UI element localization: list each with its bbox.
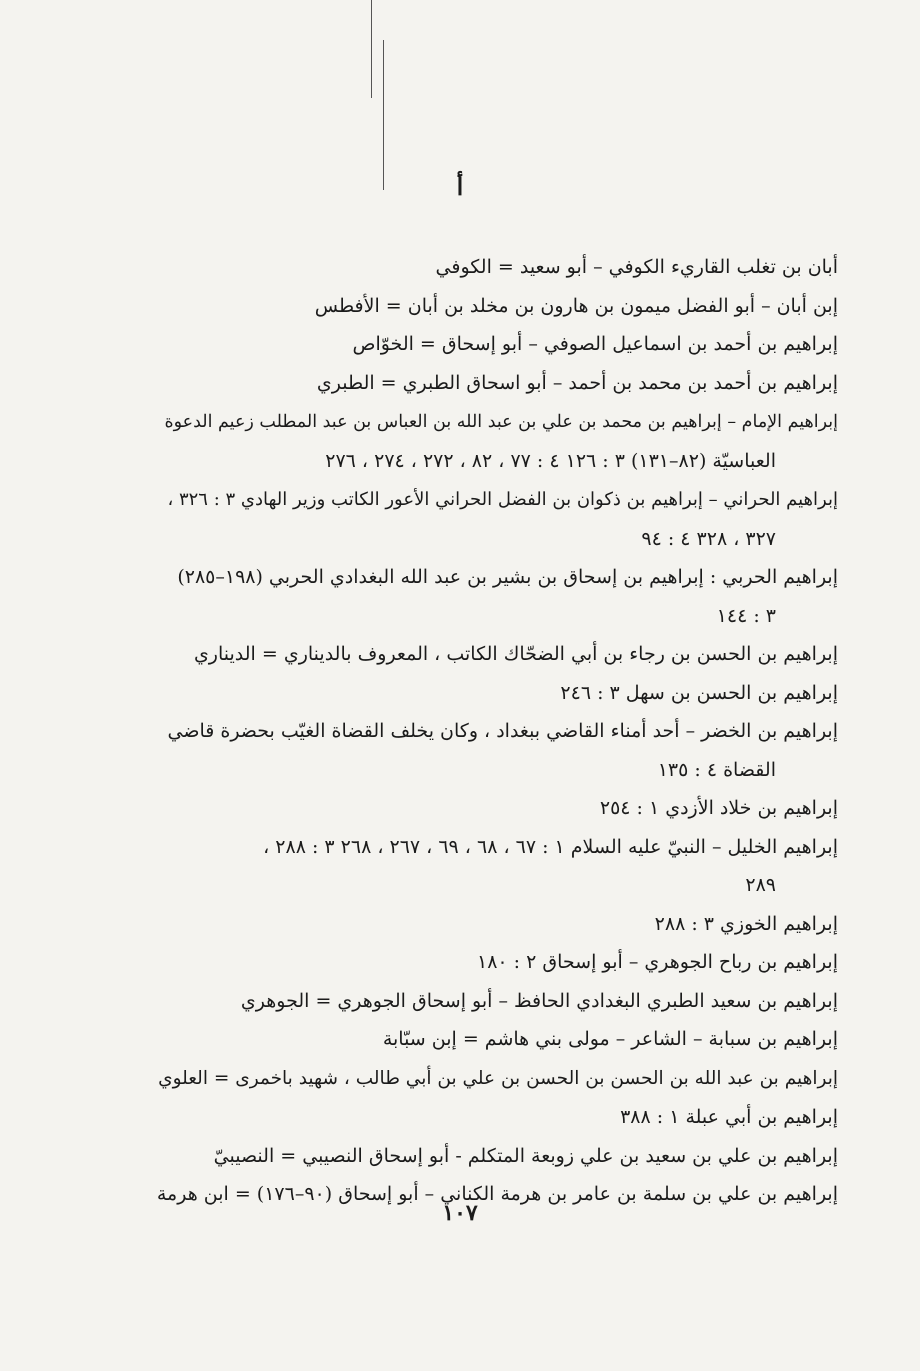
- entry-line: إبراهيم الخليل – النبيّ عليه السلام ١ : ٦٧ ، ٦٨ ، ٦٩ ، ٢٦٧ ، ٢٦٨ ٣ : ٢٨٨ ،: [263, 835, 838, 858]
- index-entry: [150, 789, 838, 828]
- index-entry: [150, 402, 838, 480]
- entry-continuation: العباسيّة (٨٢–١٣١) ٣ : ١٢٦ ٤ : ٧٧ ، ٨٢ ، ٢٧٢ ، ٢٧٤ ، ٢٧٦: [325, 449, 776, 472]
- page-number: ١٠٧: [442, 1200, 478, 1226]
- index-entry: [150, 558, 838, 635]
- index-entry: [150, 1137, 838, 1176]
- entry-line: إبن أبان – أبو الفضل ميمون بن هارون بن مخلد بن أبان = الأفطس: [314, 294, 838, 317]
- index-entry: [150, 1098, 838, 1137]
- gutter-line-right: [383, 40, 384, 190]
- entry-line: إبراهيم بن الحسن بن رجاء بن أبي الضحّاك الكاتب ، المعروف بالديناري = الديناري: [193, 643, 838, 665]
- index-entry: [150, 905, 838, 944]
- entry-line: أبان بن تغلب القاريء الكوفي – أبو سعيد = الكوفي: [435, 256, 838, 278]
- index-entry: [150, 325, 838, 364]
- index-entry: [150, 674, 838, 713]
- entry-line: إبراهيم الحراني – إبراهيم بن ذكوان بن الفضل الحراني الأعور الكاتب وزير الهادي ٣ : ٣٢٦ ،: [167, 489, 838, 510]
- entry-line: إبراهيم بن الخضر – أحد أمناء القاضي ببغداد ، وكان يخلف القضاة الغيّب بحضرة قاضي: [167, 720, 838, 742]
- entry-line: إبراهيم بن أبي عبلة ١ : ٣٨٨: [620, 1106, 838, 1128]
- index-entry: [150, 828, 838, 905]
- entry-line: إبراهيم الإمام – إبراهيم بن محمد بن علي بن عبد الله بن العباس بن عبد المطلب زعيم الدعوة: [164, 412, 838, 432]
- entry-line: إبراهيم بن عبد الله بن الحسن بن الحسن بن علي بن أبي طالب ، شهيد باخمرى = العلوي: [158, 1067, 838, 1089]
- entry-line: إبراهيم بن أحمد بن اسماعيل الصوفي – أبو إسحاق = الخوّاص: [352, 333, 838, 355]
- entry-line: إبراهيم الخوزي ٣ : ٢٨٨: [654, 912, 838, 935]
- index-entry: [150, 635, 838, 674]
- section-letter: أ: [456, 172, 464, 201]
- entry-line: إبراهيم بن خلاد الأزدي ١ : ٢٥٤: [599, 797, 838, 819]
- index-entry: [150, 982, 838, 1021]
- index-entry: [150, 364, 838, 403]
- index-entry: [150, 480, 838, 558]
- entry-line: إبراهيم بن علي بن سلمة بن عامر بن هرمة الكناني – أبو إسحاق (٩٠–١٧٦) = ابن هرمة: [156, 1183, 838, 1205]
- entry-continuation: القضاة ٤ : ١٣٥: [657, 758, 776, 781]
- entry-line: إبراهيم بن رباح الجوهري – أبو إسحاق ٢ : ١٨٠: [477, 951, 838, 973]
- entry-line: إبراهيم بن الحسن بن سهل ٣ : ٢٤٦: [560, 681, 838, 704]
- entry-line: إبراهيم بن سعيد الطبري البغدادي الحافظ – أبو إسحاق الجوهري = الجوهري: [240, 989, 838, 1012]
- index-entry: [150, 248, 838, 287]
- index-entry: [150, 712, 838, 789]
- entry-line: إبراهيم بن علي بن سعيد بن علي زوبعة المتكلم - أبو إسحاق النصيبي = النصيبيّ: [213, 1144, 838, 1167]
- entry-line: إبراهيم بن سبابة – الشاعر – مولى بني هاشم = إبن سبّابة: [382, 1028, 838, 1050]
- index-entries: [150, 248, 838, 1214]
- entry-continuation: ٢٨٩: [745, 874, 776, 896]
- gutter-line-left: [371, 0, 372, 98]
- entry-continuation: ٣٢٧ ، ٣٢٨ ٤ : ٩٤: [641, 527, 776, 550]
- index-entry: [150, 943, 838, 982]
- entry-continuation: ٣ : ١٤٤: [716, 604, 776, 627]
- index-entry: [150, 287, 838, 326]
- index-entry: [150, 1059, 838, 1099]
- entry-line: إبراهيم بن أحمد بن محمد بن أحمد – أبو اسحاق الطبري = الطبري: [316, 371, 838, 394]
- entry-line: إبراهيم الحربي : إبراهيم بن إسحاق بن بشير بن عبد الله البغدادي الحربي (١٩٨–٢٨٥): [177, 566, 838, 588]
- index-entry: [150, 1020, 838, 1059]
